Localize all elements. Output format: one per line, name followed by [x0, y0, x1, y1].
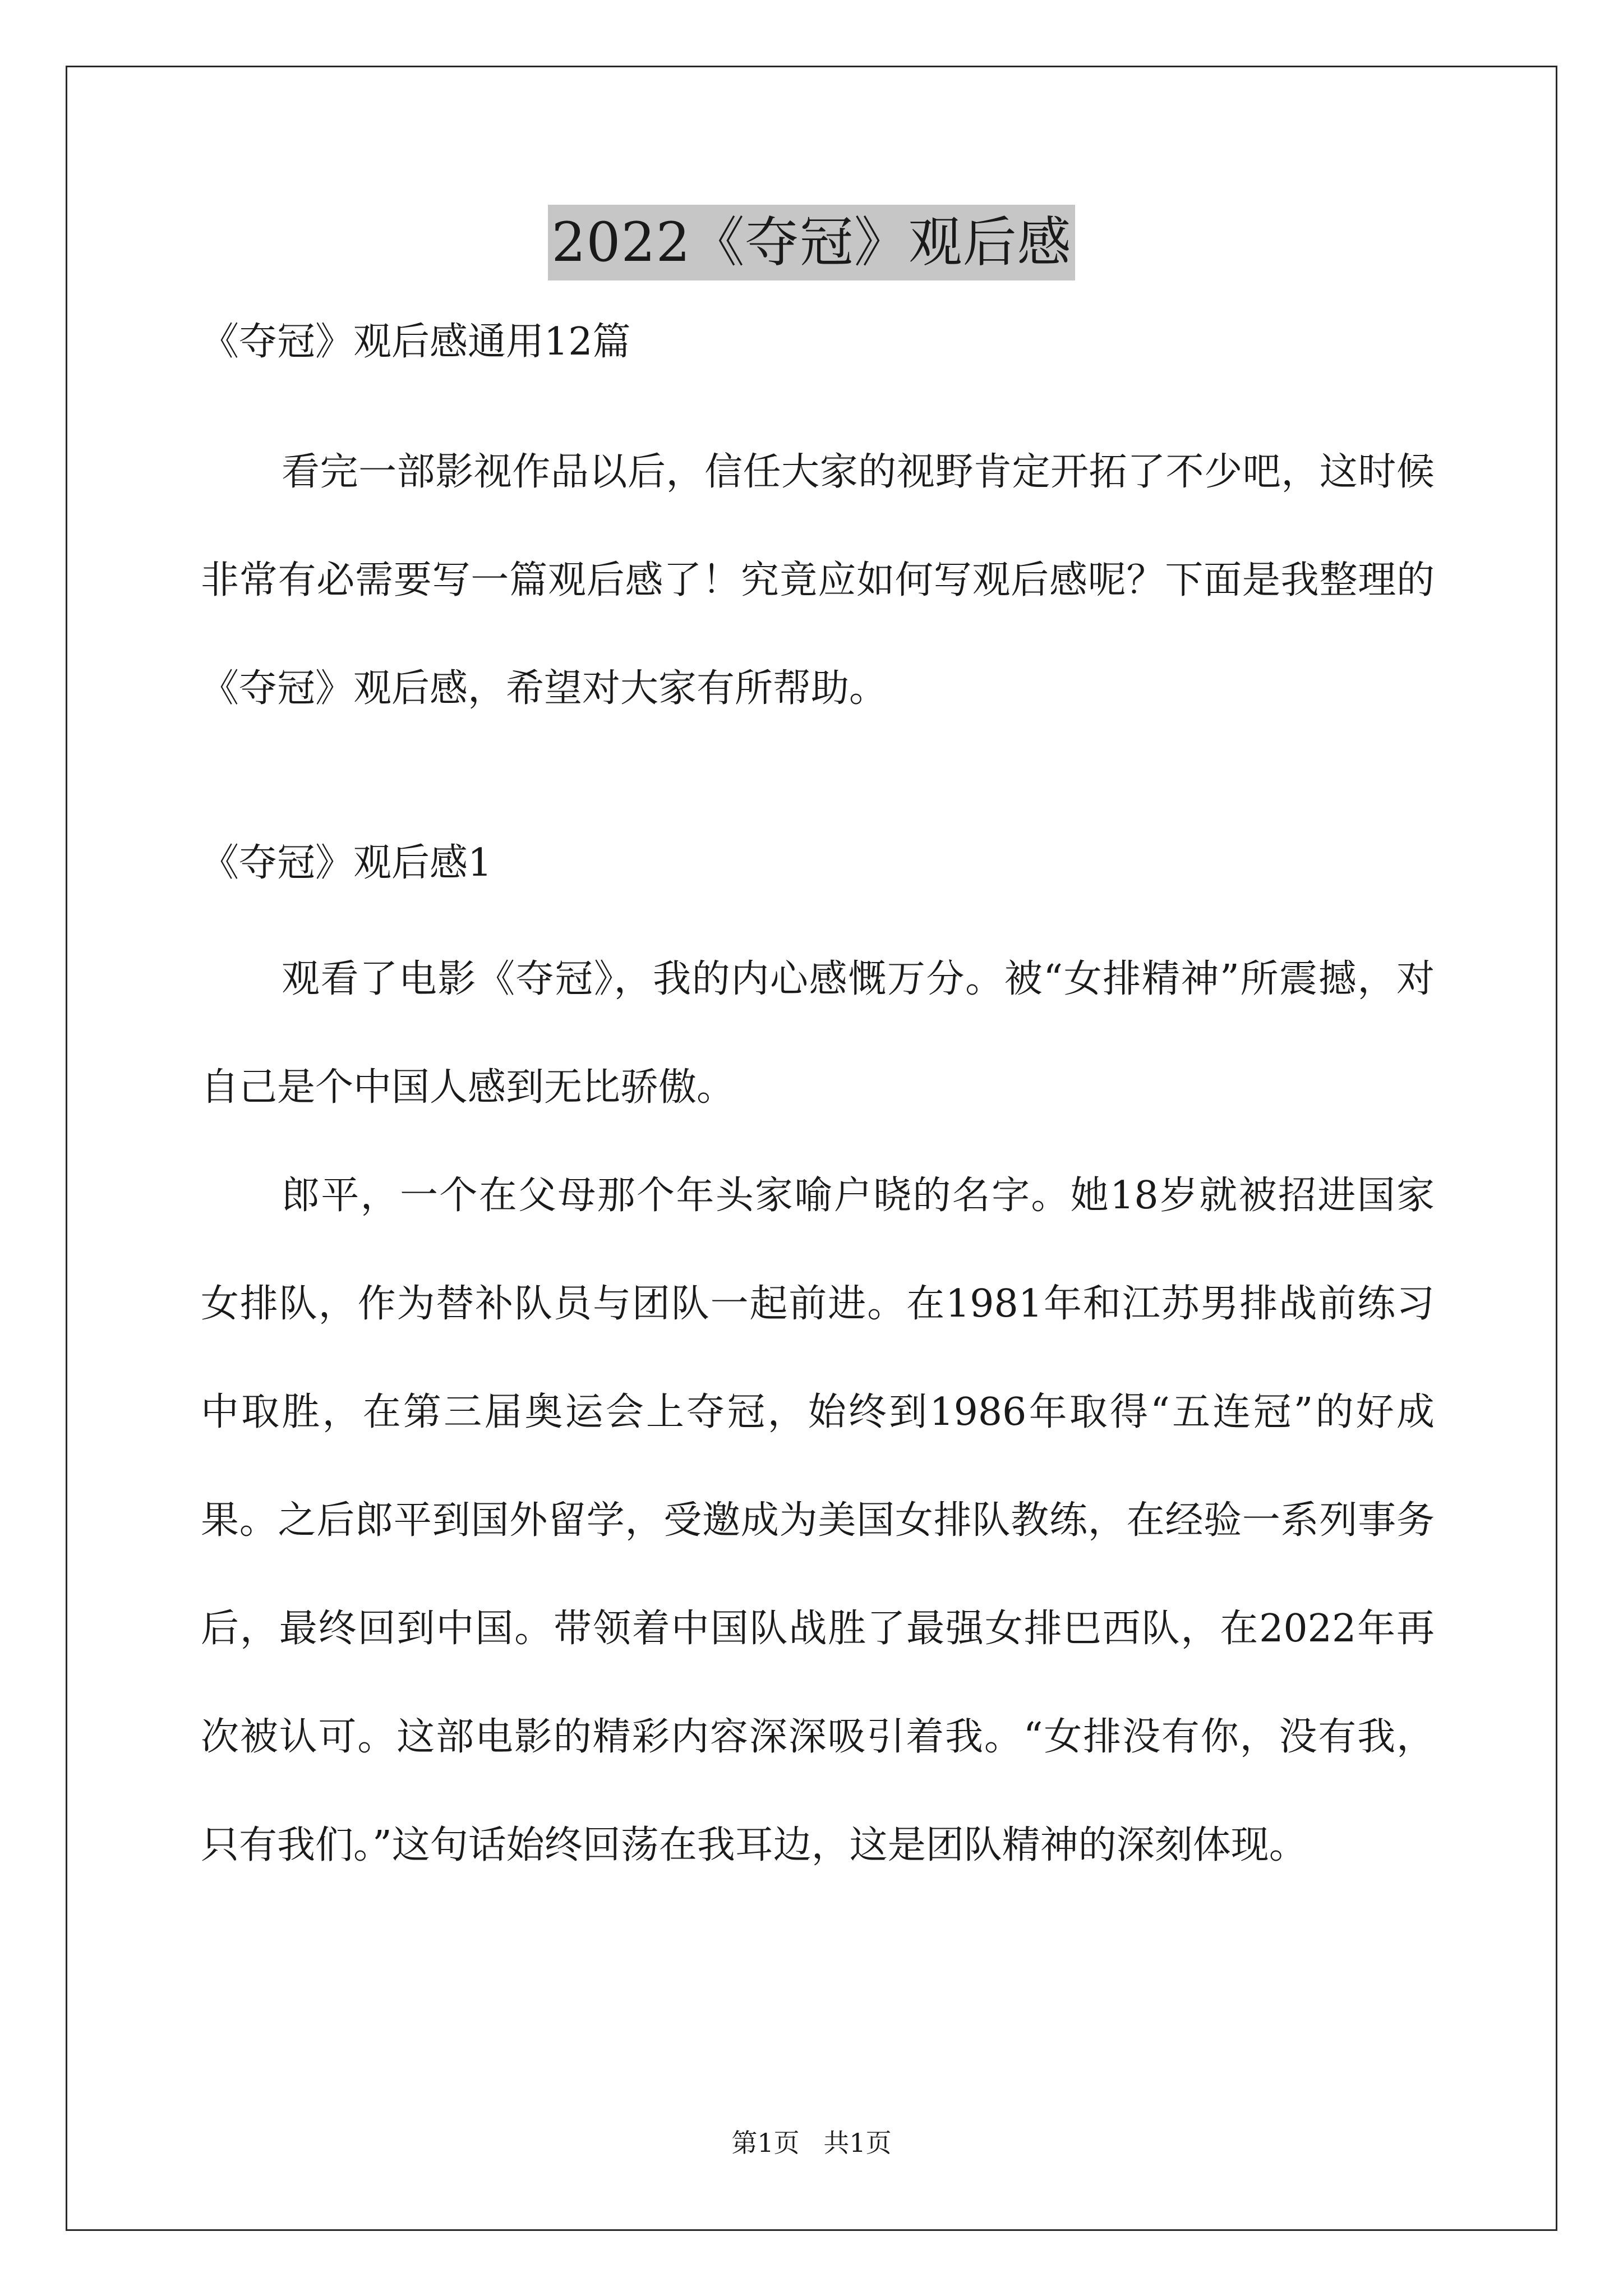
- page-number-total: 共1页: [823, 2128, 892, 2158]
- title-wrap: [0, 205, 1623, 280]
- intro-paragraph: 看完一部影视作品以后，信任大家的视野肯定开拓了不少吧，这时候非常有必需要写一篇观后感了！究竟应如何写观后感呢？下面是我整理的《夺冠》观后感，希望对大家有所帮助。: [201, 450, 1435, 711]
- section-heading: 《夺冠》观后感1: [201, 841, 492, 885]
- body-paragraph-2: 郎平，一个在父母那个年头家喻户晓的名字。她18岁就被招进国家女排队，作为替补队员与团队一起前进。在1981年和江苏男排战前练习中取胜，在第三届奥运会上夺冠，始终到1986年取得“五连冠”的好成果。之后郎平到国外留学，受邀成为美国女排队教练，在经验一系列事务后，最终回到中国。带领着中国队战胜了最强女排巴西队，在2022年再次被认可。这部电影的精彩内容深深吸引着我。“女排没有你，没有我，只有我们。”这句话始终回荡在我耳边，这是团队精神的深刻体现。: [201, 1174, 1435, 1867]
- page-footer: [0, 2126, 1623, 2160]
- document-subtitle: 《夺冠》观后感通用12篇: [201, 320, 631, 364]
- document-title: 2022《夺冠》观后感: [548, 205, 1075, 280]
- page-number-current: 第1页: [731, 2128, 800, 2158]
- body-paragraph-1: 观看了电影《夺冠》，我的内心感慨万分。被“女排精神”所震撼，对自己是个中国人感到无比骄傲。: [201, 957, 1435, 1110]
- document-body: [201, 314, 1435, 1899]
